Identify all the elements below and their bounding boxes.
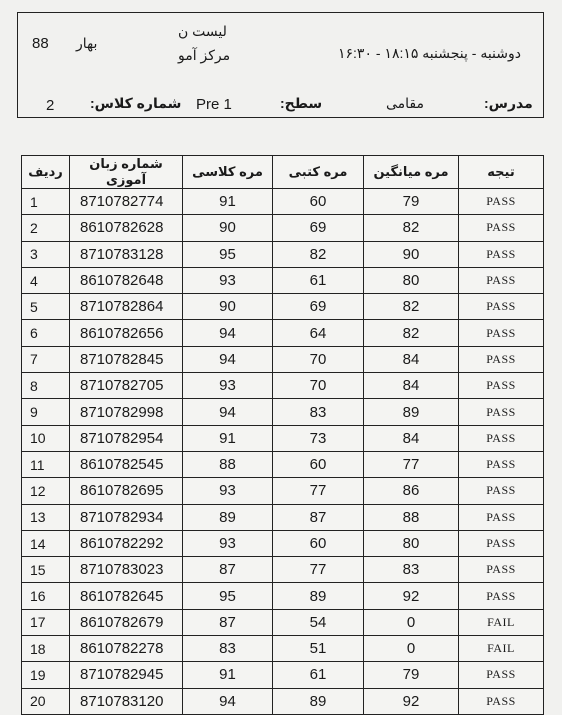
written-score-cell: 89 <box>273 583 364 609</box>
row-number-cell: 4 <box>22 267 70 293</box>
written-score-cell: 83 <box>273 399 364 425</box>
student-id-cell: 8710782774 <box>70 189 183 215</box>
written-score-cell: 60 <box>273 451 364 477</box>
result-cell: PASS <box>459 320 544 346</box>
written-score-cell: 73 <box>273 425 364 451</box>
average-score-cell: 77 <box>364 451 459 477</box>
written-score-cell: 69 <box>273 215 364 241</box>
average-score-cell: 92 <box>364 583 459 609</box>
result-cell: PASS <box>459 267 544 293</box>
table-row <box>22 504 544 530</box>
table-row <box>22 425 544 451</box>
average-score-cell: 82 <box>364 294 459 320</box>
row-number-cell: 14 <box>22 530 70 556</box>
row-number-cell: 20 <box>22 688 70 714</box>
student-id-cell: 8610782545 <box>70 451 183 477</box>
student-id-cell: 8710782998 <box>70 399 183 425</box>
level-label: سطح: <box>280 95 323 111</box>
table-row <box>22 320 544 346</box>
center-label: مرکز آمو <box>178 47 231 63</box>
result-cell: PASS <box>459 688 544 714</box>
class-score-cell: 93 <box>183 373 273 399</box>
written-score-cell: 54 <box>273 609 364 635</box>
student-id-cell: 8710782864 <box>70 294 183 320</box>
table-row <box>22 241 544 267</box>
result-cell: PASS <box>459 451 544 477</box>
row-number-cell: 12 <box>22 478 70 504</box>
row-number-cell: 10 <box>22 425 70 451</box>
row-number-cell: 6 <box>22 320 70 346</box>
row-number-cell: 7 <box>22 346 70 372</box>
student-id-cell: 8710782934 <box>70 504 183 530</box>
student-id-cell: 8610782695 <box>70 478 183 504</box>
term-number: 88 <box>32 35 49 52</box>
table-row <box>22 662 544 688</box>
written-score-cell: 60 <box>273 530 364 556</box>
row-number-cell: 13 <box>22 504 70 530</box>
header-average-score: مره میانگین <box>364 156 459 189</box>
average-score-cell: 83 <box>364 557 459 583</box>
written-score-cell: 87 <box>273 504 364 530</box>
table-row <box>22 267 544 293</box>
average-score-cell: 88 <box>364 504 459 530</box>
average-score-cell: 0 <box>364 609 459 635</box>
teacher-name: مقامی <box>386 95 425 111</box>
table-row <box>22 189 544 215</box>
result-cell: PASS <box>459 215 544 241</box>
written-score-cell: 89 <box>273 688 364 714</box>
row-number-cell: 1 <box>22 189 70 215</box>
result-cell: PASS <box>459 504 544 530</box>
student-id-cell: 8610782292 <box>70 530 183 556</box>
average-score-cell: 79 <box>364 662 459 688</box>
row-number-cell: 17 <box>22 609 70 635</box>
average-score-cell: 79 <box>364 189 459 215</box>
result-cell: PASS <box>459 241 544 267</box>
class-score-cell: 94 <box>183 320 273 346</box>
result-cell: PASS <box>459 530 544 556</box>
row-number-cell: 2 <box>22 215 70 241</box>
average-score-cell: 84 <box>364 346 459 372</box>
student-id-cell: 8710782954 <box>70 425 183 451</box>
row-number-cell: 3 <box>22 241 70 267</box>
table-row <box>22 399 544 425</box>
written-score-cell: 61 <box>273 267 364 293</box>
header-class-score: مره کلاسی <box>183 156 273 189</box>
table-row <box>22 583 544 609</box>
class-score-cell: 95 <box>183 583 273 609</box>
written-score-cell: 77 <box>273 557 364 583</box>
schedule-text: دوشنبه - پنجشنبه ۱۸:۱۵ - ۱۶:۳۰ <box>338 45 522 61</box>
average-score-cell: 90 <box>364 241 459 267</box>
result-cell: PASS <box>459 425 544 451</box>
class-score-cell: 93 <box>183 267 273 293</box>
row-number-cell: 19 <box>22 662 70 688</box>
result-cell: PASS <box>459 662 544 688</box>
table-row <box>22 636 544 662</box>
list-title: لیست ن <box>178 23 227 39</box>
class-score-cell: 83 <box>183 636 273 662</box>
written-score-cell: 51 <box>273 636 364 662</box>
result-cell: PASS <box>459 294 544 320</box>
class-score-cell: 91 <box>183 662 273 688</box>
header-student-id: شماره زبان آموزی <box>70 156 183 189</box>
written-score-cell: 61 <box>273 662 364 688</box>
student-id-cell: 8710782945 <box>70 662 183 688</box>
season-label: بهار <box>76 35 98 51</box>
average-score-cell: 84 <box>364 373 459 399</box>
student-id-cell: 8610782679 <box>70 609 183 635</box>
result-cell: PASS <box>459 189 544 215</box>
average-score-cell: 0 <box>364 636 459 662</box>
header-row-number: ردیف <box>22 156 70 189</box>
class-score-cell: 90 <box>183 294 273 320</box>
average-score-cell: 80 <box>364 530 459 556</box>
average-score-cell: 80 <box>364 267 459 293</box>
level-value: Pre 1 <box>196 96 232 113</box>
row-number-cell: 16 <box>22 583 70 609</box>
result-cell: PASS <box>459 346 544 372</box>
result-cell: PASS <box>459 399 544 425</box>
table-header-row <box>22 156 544 189</box>
result-cell: PASS <box>459 478 544 504</box>
average-score-cell: 84 <box>364 425 459 451</box>
written-score-cell: 69 <box>273 294 364 320</box>
result-cell: PASS <box>459 373 544 399</box>
average-score-cell: 82 <box>364 215 459 241</box>
student-id-cell: 8710783023 <box>70 557 183 583</box>
written-score-cell: 77 <box>273 478 364 504</box>
header-written-score: مره کتبی <box>273 156 364 189</box>
table-row <box>22 478 544 504</box>
average-score-cell: 82 <box>364 320 459 346</box>
table-row <box>22 609 544 635</box>
class-info-header <box>17 12 544 118</box>
table-row <box>22 215 544 241</box>
class-score-cell: 93 <box>183 530 273 556</box>
row-number-cell: 15 <box>22 557 70 583</box>
table-row <box>22 373 544 399</box>
class-score-cell: 87 <box>183 609 273 635</box>
class-score-cell: 90 <box>183 215 273 241</box>
class-score-cell: 94 <box>183 346 273 372</box>
row-number-cell: 18 <box>22 636 70 662</box>
teacher-label: مدرس: <box>484 95 533 111</box>
class-score-cell: 94 <box>183 399 273 425</box>
written-score-cell: 60 <box>273 189 364 215</box>
student-id-cell: 8710782705 <box>70 373 183 399</box>
row-number-cell: 11 <box>22 451 70 477</box>
student-id-cell: 8710783120 <box>70 688 183 714</box>
table-row <box>22 557 544 583</box>
table-row <box>22 688 544 714</box>
student-id-cell: 8710782845 <box>70 346 183 372</box>
student-id-cell: 8610782628 <box>70 215 183 241</box>
average-score-cell: 89 <box>364 399 459 425</box>
table-row <box>22 451 544 477</box>
table-row <box>22 346 544 372</box>
result-cell: FAIL <box>459 609 544 635</box>
table-row <box>22 530 544 556</box>
written-score-cell: 64 <box>273 320 364 346</box>
written-score-cell: 70 <box>273 373 364 399</box>
class-number-label: شماره کلاس: <box>90 95 182 111</box>
class-number-value: 2 <box>46 97 55 114</box>
header-result: تیجه <box>459 156 544 189</box>
student-id-cell: 8710783128 <box>70 241 183 267</box>
class-score-cell: 89 <box>183 504 273 530</box>
result-cell: PASS <box>459 557 544 583</box>
row-number-cell: 9 <box>22 399 70 425</box>
class-score-cell: 88 <box>183 451 273 477</box>
class-score-cell: 94 <box>183 688 273 714</box>
grades-table <box>21 155 544 715</box>
written-score-cell: 70 <box>273 346 364 372</box>
average-score-cell: 92 <box>364 688 459 714</box>
table-row <box>22 294 544 320</box>
student-id-cell: 8610782648 <box>70 267 183 293</box>
class-score-cell: 95 <box>183 241 273 267</box>
student-id-cell: 8610782645 <box>70 583 183 609</box>
result-cell: PASS <box>459 583 544 609</box>
written-score-cell: 82 <box>273 241 364 267</box>
student-id-cell: 8610782278 <box>70 636 183 662</box>
class-score-cell: 91 <box>183 425 273 451</box>
row-number-cell: 5 <box>22 294 70 320</box>
result-cell: FAIL <box>459 636 544 662</box>
class-score-cell: 91 <box>183 189 273 215</box>
class-score-cell: 93 <box>183 478 273 504</box>
class-score-cell: 87 <box>183 557 273 583</box>
average-score-cell: 86 <box>364 478 459 504</box>
student-id-cell: 8610782656 <box>70 320 183 346</box>
row-number-cell: 8 <box>22 373 70 399</box>
